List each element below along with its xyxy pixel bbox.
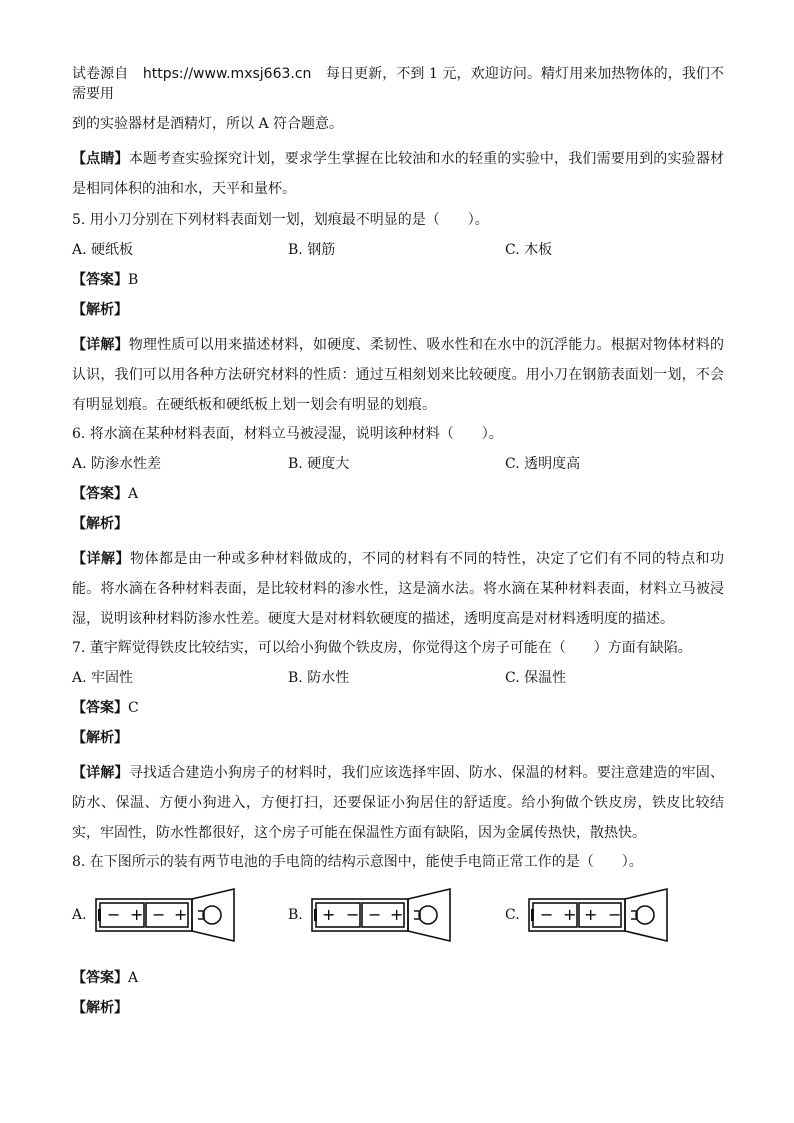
- q6-detail-tag: 【详解】: [72, 551, 130, 567]
- flashlight-a-diagram: [94, 885, 244, 945]
- dianjing-line-2: 是相同体积的油和水，天平和量杯。: [72, 181, 296, 197]
- q7-detail-tag: 【详解】: [72, 765, 129, 781]
- flashlight-c-head: [625, 889, 667, 941]
- q6-options: [72, 454, 724, 474]
- q8-answer-tag: 【答案】: [72, 970, 128, 986]
- q5-stem: 5. 用小刀分别在下列材料表面划一划，划痕最不明显的是（ ）。: [72, 212, 489, 228]
- source-note: 每日更新，不到 1 元，欢迎访问。: [325, 66, 542, 82]
- flashlight-c-sign-4: −: [608, 905, 622, 924]
- flashlight-b-sign-2: −: [346, 905, 360, 924]
- q5-option-a: A. 硬纸板: [72, 242, 134, 258]
- continuation-text: 精灯用来加热物体的，我们不需要用: [72, 66, 724, 102]
- flashlight-b-diagram: [310, 885, 460, 945]
- q6-option-c: C. 透明度高: [505, 456, 581, 472]
- flashlight-b-sign-4: +: [390, 905, 404, 924]
- q7-analysis-tag: 【解析】: [72, 730, 128, 746]
- flashlight-b-spring: [314, 909, 317, 921]
- continuation-line-2: 到的实验器材是酒精灯，所以 A 符合题意。: [72, 116, 344, 132]
- q6-option-a: A. 防渗水性差: [72, 456, 162, 472]
- q5-answer: [72, 270, 724, 290]
- q8-figure-a-label: A.: [72, 907, 87, 923]
- q5-analysis-tag: 【解析】: [72, 302, 128, 318]
- source-label: 试卷源自: [72, 66, 129, 82]
- q7-options: [72, 668, 724, 688]
- dianjing-paragraph: [72, 144, 724, 204]
- flashlight-c-diagram: [527, 885, 677, 945]
- q7-answer: [72, 698, 724, 718]
- q6-analysis-tag: 【解析】: [72, 516, 128, 532]
- q8-figures: [72, 882, 724, 948]
- q7-answer-value: C: [128, 700, 139, 716]
- q7-answer-tag: 【答案】: [72, 700, 128, 716]
- q6-answer-tag: 【答案】: [72, 486, 128, 502]
- flashlight-a-head: [192, 889, 234, 941]
- q5-detail-tag: 【详解】: [72, 337, 129, 353]
- q6-option-b: B. 硬度大: [288, 456, 350, 472]
- q8-answer: [72, 968, 724, 988]
- q5-answer-value: B: [128, 272, 139, 288]
- q8-figure-c-label: C.: [505, 907, 520, 923]
- q8-analysis-tag: 【解析】: [72, 1000, 128, 1016]
- q7-option-a: A. 牢固性: [72, 670, 134, 686]
- flashlight-b-head: [408, 889, 450, 941]
- q5-detail-text: 物理性质可以用来描述材料，如硬度、柔韧性、吸水性和在水中的沉浮能力。根据对物体材料的认识，我们可以用各种方法研究材料的性质：通过互相刻划来比较硬度。用小刀在钢筋表面划一划，不会有明显划痕。在硬纸板和硬纸板上划一划会有明显的划痕。: [72, 337, 725, 413]
- q7-option-c: C. 保温性: [505, 670, 567, 686]
- q6-answer: [72, 484, 724, 504]
- q6-answer-value: A: [128, 486, 139, 502]
- flashlight-c-spring: [531, 909, 534, 921]
- q8-figure-b: [288, 885, 505, 945]
- flashlight-a-spring: [98, 909, 101, 921]
- flashlight-a-bulb: [203, 906, 221, 924]
- flashlight-c-bulb: [636, 906, 654, 924]
- q5-option-c: C. 木板: [505, 242, 553, 258]
- q5-options: [72, 240, 724, 260]
- q6-detail: [72, 544, 724, 634]
- q5-option-b: B. 钢筋: [288, 242, 336, 258]
- continuation-line-1: [72, 64, 724, 104]
- q7-stem: 7. 董宇辉觉得铁皮比较结实，可以给小狗做个铁皮房，你觉得这个房子可能在（ ）方面有缺陷。: [72, 640, 692, 656]
- dianjing-tag: 【点睛】: [72, 151, 129, 167]
- flashlight-c-sign-1: −: [540, 905, 554, 924]
- q5-answer-tag: 【答案】: [72, 272, 128, 288]
- q7-option-b: B. 防水性: [288, 670, 350, 686]
- dianjing-line-1: 本题考查实验探究计划，要求学生掌握在比较油和水的轻重的实验中，我们需要用到的实验器材: [128, 151, 725, 167]
- flashlight-a-sign-1: −: [107, 905, 121, 924]
- flashlight-c-sign-3: +: [584, 905, 598, 924]
- q8-figure-c: [505, 885, 724, 945]
- flashlight-a-sign-3: −: [152, 905, 166, 924]
- source-url[interactable]: https://www.mxsj663.cn: [142, 66, 312, 82]
- q6-detail-text: 物体都是由一种或多种材料做成的，不同的材料有不同的特性，决定了它们有不同的特点和功能。将水滴在各种材料表面，是比较材料的渗水性，这是滴水法。将水滴在某种材料表面，材料立马被浸湿，说明该种材料防渗水性差。硬度大是对材料软硬度的描述，透明度高是对材料透明度的描述。: [72, 551, 724, 627]
- flashlight-a-sign-2: +: [130, 905, 144, 924]
- q6-stem: 6. 将水滴在某种材料表面，材料立马被浸湿，说明该种材料（ ）。: [72, 426, 503, 442]
- q7-detail-text: 寻找适合建造小狗房子的材料时，我们应该选择牢固、防水、保温的材料。要注意建造的牢固、防水、保温、方便小狗进入，方便打扫，还要保证小狗居住的舒适度。给小狗做个铁皮房，铁皮比较结实，牢固性，防水性都很好，这个房子可能在保温性方面有缺陷，因为金属传热快，散热快。: [72, 765, 725, 841]
- flashlight-b-sign-3: −: [368, 905, 382, 924]
- flashlight-b-bulb: [419, 906, 437, 924]
- flashlight-c-sign-2: +: [563, 905, 577, 924]
- q5-detail: [72, 330, 724, 420]
- q8-answer-value: A: [128, 970, 139, 986]
- document-content: [72, 64, 724, 1028]
- q7-detail: [72, 758, 724, 848]
- flashlight-a-sign-4: +: [174, 905, 188, 924]
- q8-stem: 8. 在下图所示的装有两节电池的手电筒的结构示意图中，能使手电筒正常工作的是（ ）。: [72, 854, 643, 870]
- q8-figure-b-label: B.: [288, 907, 303, 923]
- flashlight-b-sign-1: +: [322, 905, 336, 924]
- q8-figure-a: [72, 885, 288, 945]
